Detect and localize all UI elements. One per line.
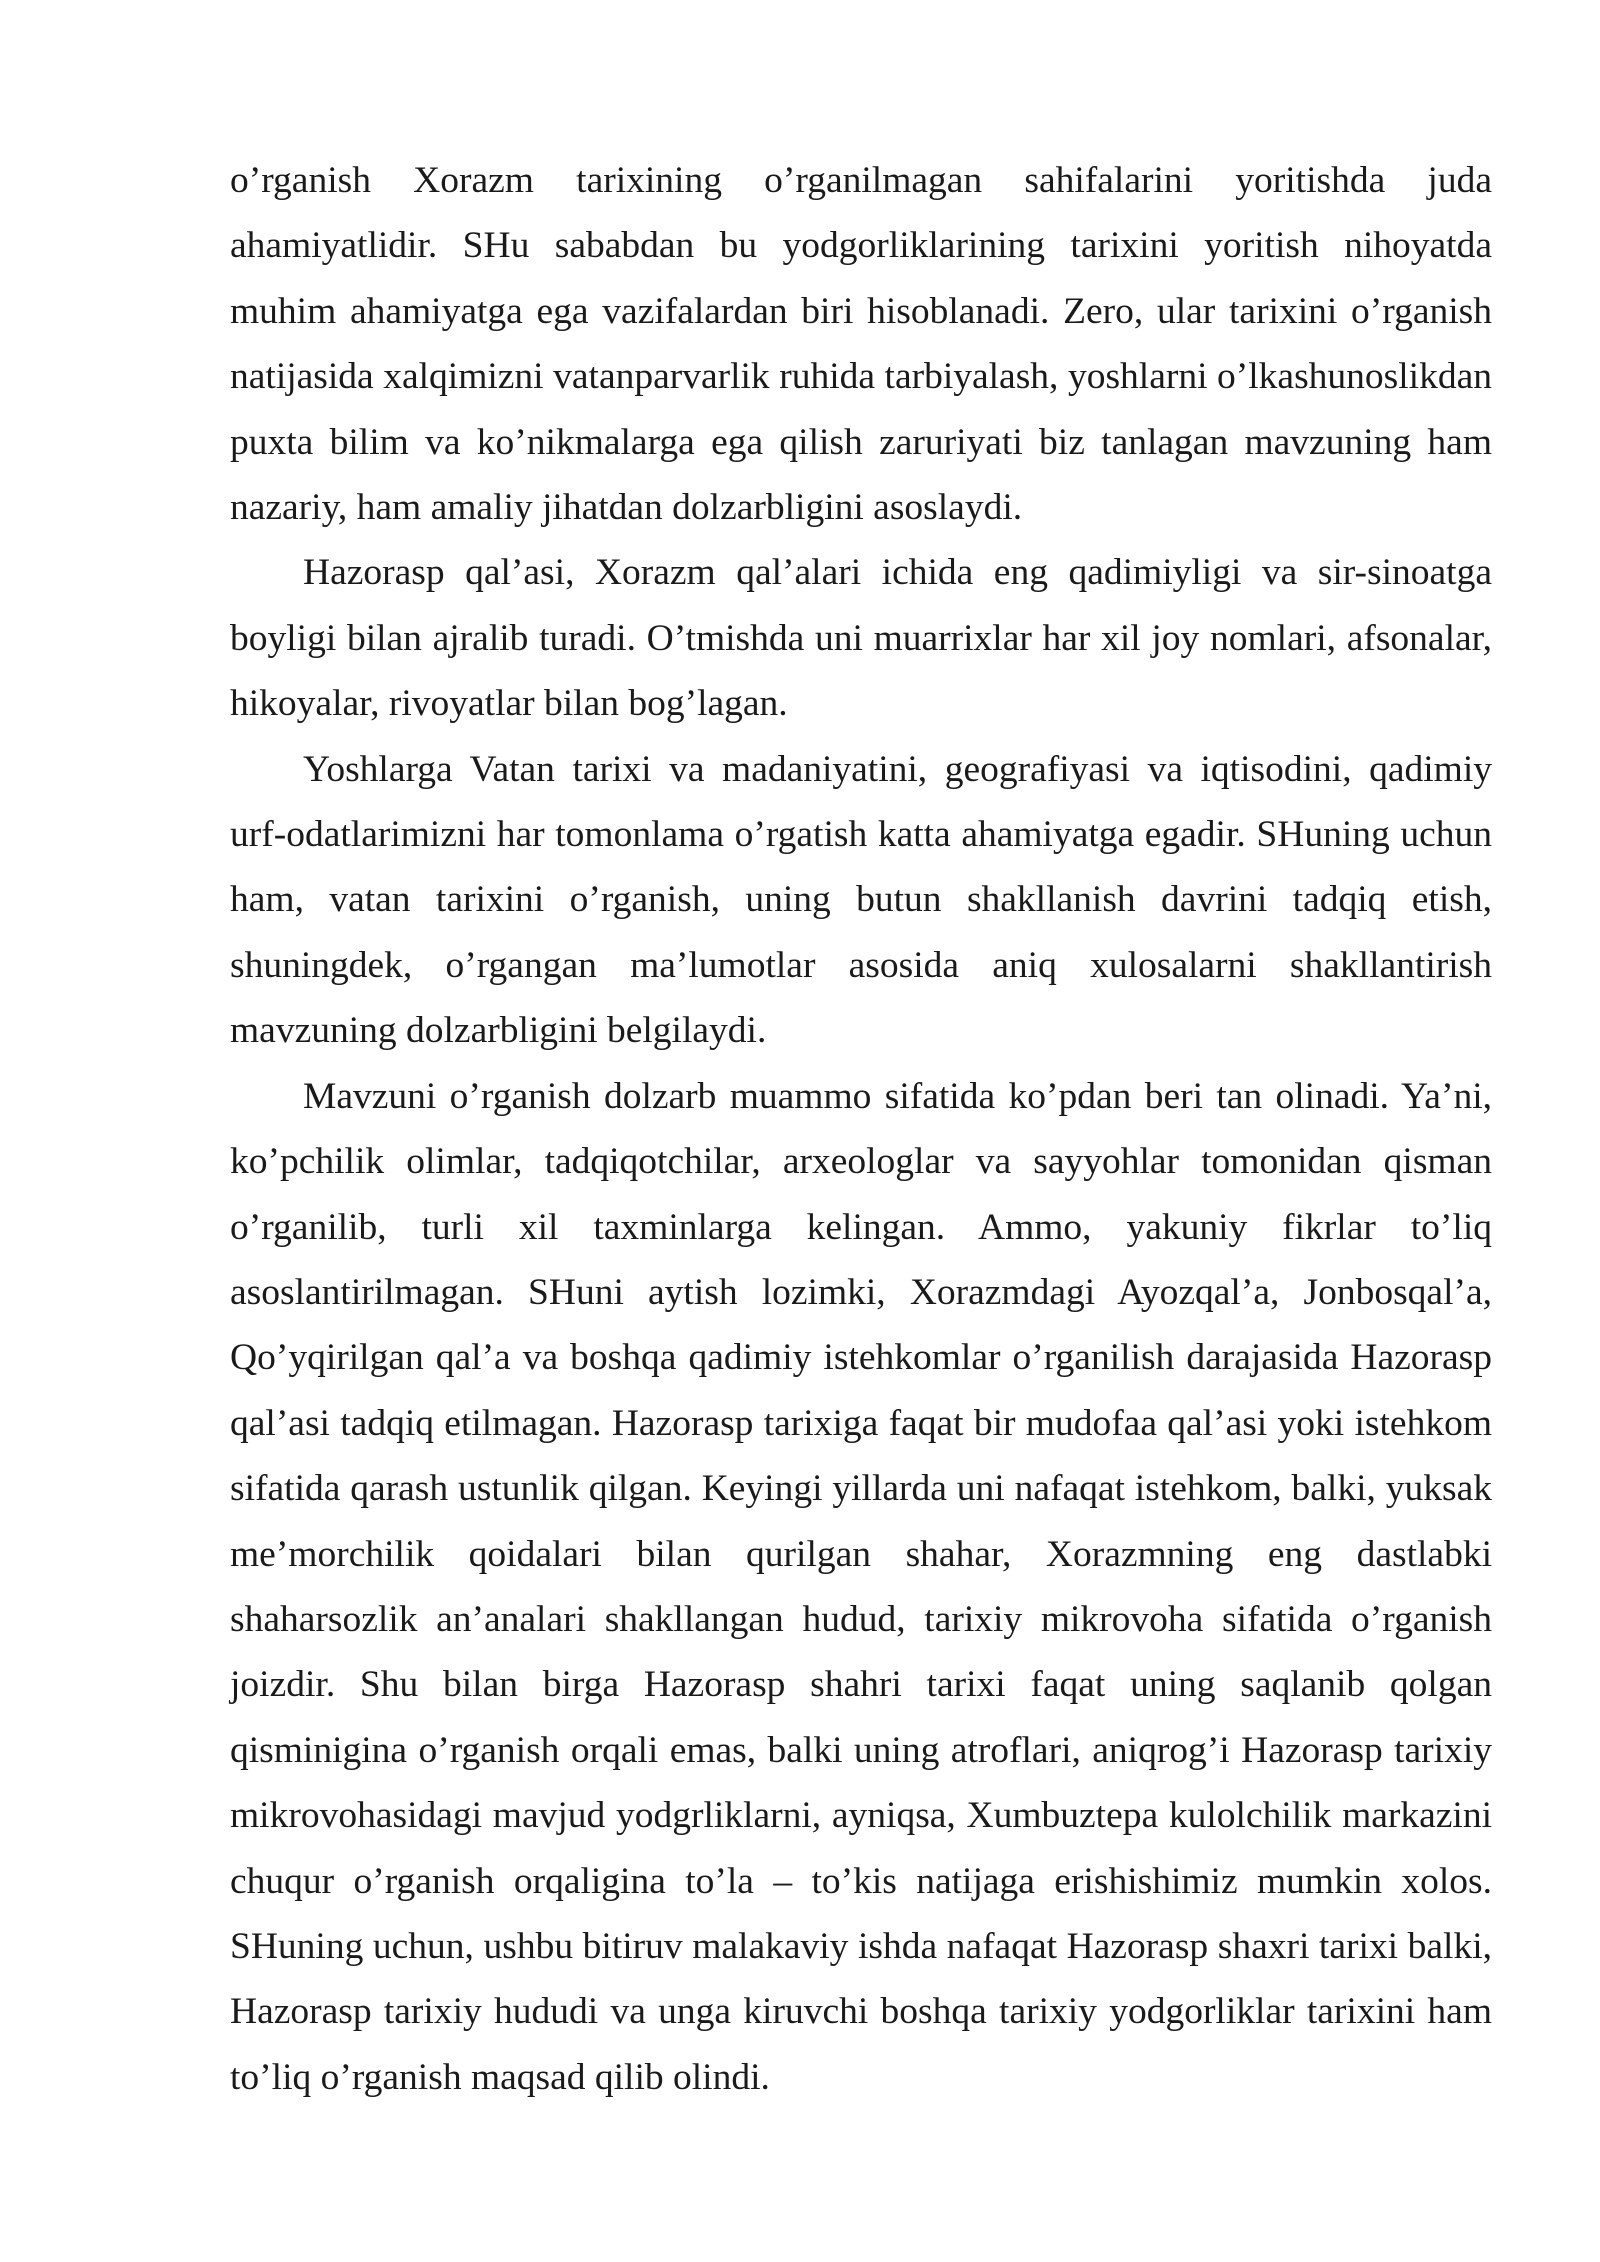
paragraph-continuation: o’rganish Xorazm tarixining o’rganilmagan sahifalarini yoritishda juda ahamiyatlidir. SHu sababdan bu yodgorliklarining tarixini yoritish nihoyatda muhim ahamiyatga ega vazifalardan biri hisoblanadi. Zero, ular tarixini o’rganish natijasida xalqimizni vatanparvarlik ruhida tarbiyalash, yoshlarni o’lkashunoslikdan puxta bilim va ko’nikmalarga ega qilish zaruriyati biz tanlagan mavzuning ham nazariy, ham amaliy jihatdan dolzarbligini asoslaydi. bbox=[230, 160, 1492, 529]
document-page bbox=[230, 148, 1492, 2110]
paragraph-topic-study: Mavzuni o’rganish dolzarb muammo sifatida ko’pdan beri tan olinadi. Ya’ni, ko’pchilik olimlar, tadqiqotchilar, arxeologlar va sayyohlar tomonidan qisman o’rganilib, turli xil taxminlarga kelingan. Ammo, yakuniy fikrlar to’liq asoslantirilmagan. SHuni aytish lozimki, Xorazmdagi Ayozqal’a, Jonbosqal’a, Qo’yqirilgan qal’a va boshqa qadimiy istehkomlar o’rganilish darajasida Hazorasp qal’asi tadqiq etilmagan. Hazorasp tarixiga faqat bir mudofaa qal’asi yoki istehkom sifatida qarash ustunlik qilgan. Keyingi yillarda uni nafaqat istehkom, balki, yuksak me’morchilik qoidalari bilan qurilgan shahar, Xorazmning eng dastlabki shaharsozlik an’analari shakllangan hudud, tarixiy mikrovoha sifatida o’rganish joizdir. Shu bilan birga Hazorasp shahri tarixi faqat uning saqlanib qolgan qisminigina o’rganish orqali emas, balki uning atroflari, aniqrog’i Hazorasp tarixiy mikrovohasidagi mavjud yodgrliklarni, ayniqsa, Xumbuztepa kulolchilik markazini chuqur o’rganish orqaligina to’la – to’kis natijaga erishishimiz mumkin xolos. SHuning uchun, ushbu bitiruv malakaviy ishda nafaqat Hazorasp shaxri tarixi balki, Hazorasp tarixiy hududi va unga kiruvchi boshqa tarixiy yodgorliklar tarixini ham to’liq o’rganish maqsad qilib olindi. bbox=[230, 1075, 1492, 2098]
paragraph-hazorasp-fortress: Hazorasp qal’asi, Xorazm qal’alari ichida eng qadimiyligi va sir-sinoatga boyligi bilan ajralib turadi. O’tmishda uni muarrixlar har xil joy nomlari, afsonalar, hikoyalar, rivoyatlar bilan bog’lagan. bbox=[230, 552, 1492, 725]
paragraph-youth-education: Yoshlarga Vatan tarixi va madaniyatini, geografiyasi va iqtisodini, qadimiy urf-odatlarimizni har tomonlama o’rgatish katta ahamiyatga egadir. SHuning uchun ham, vatan tarixini o’rganish, uning butun shakllanish davrini tadqiq etish, shuningdek, o’rgangan ma’lumotlar asosida aniq xulosalarni shakllantirish mavzuning dolzarbligini belgilaydi. bbox=[230, 748, 1492, 1052]
